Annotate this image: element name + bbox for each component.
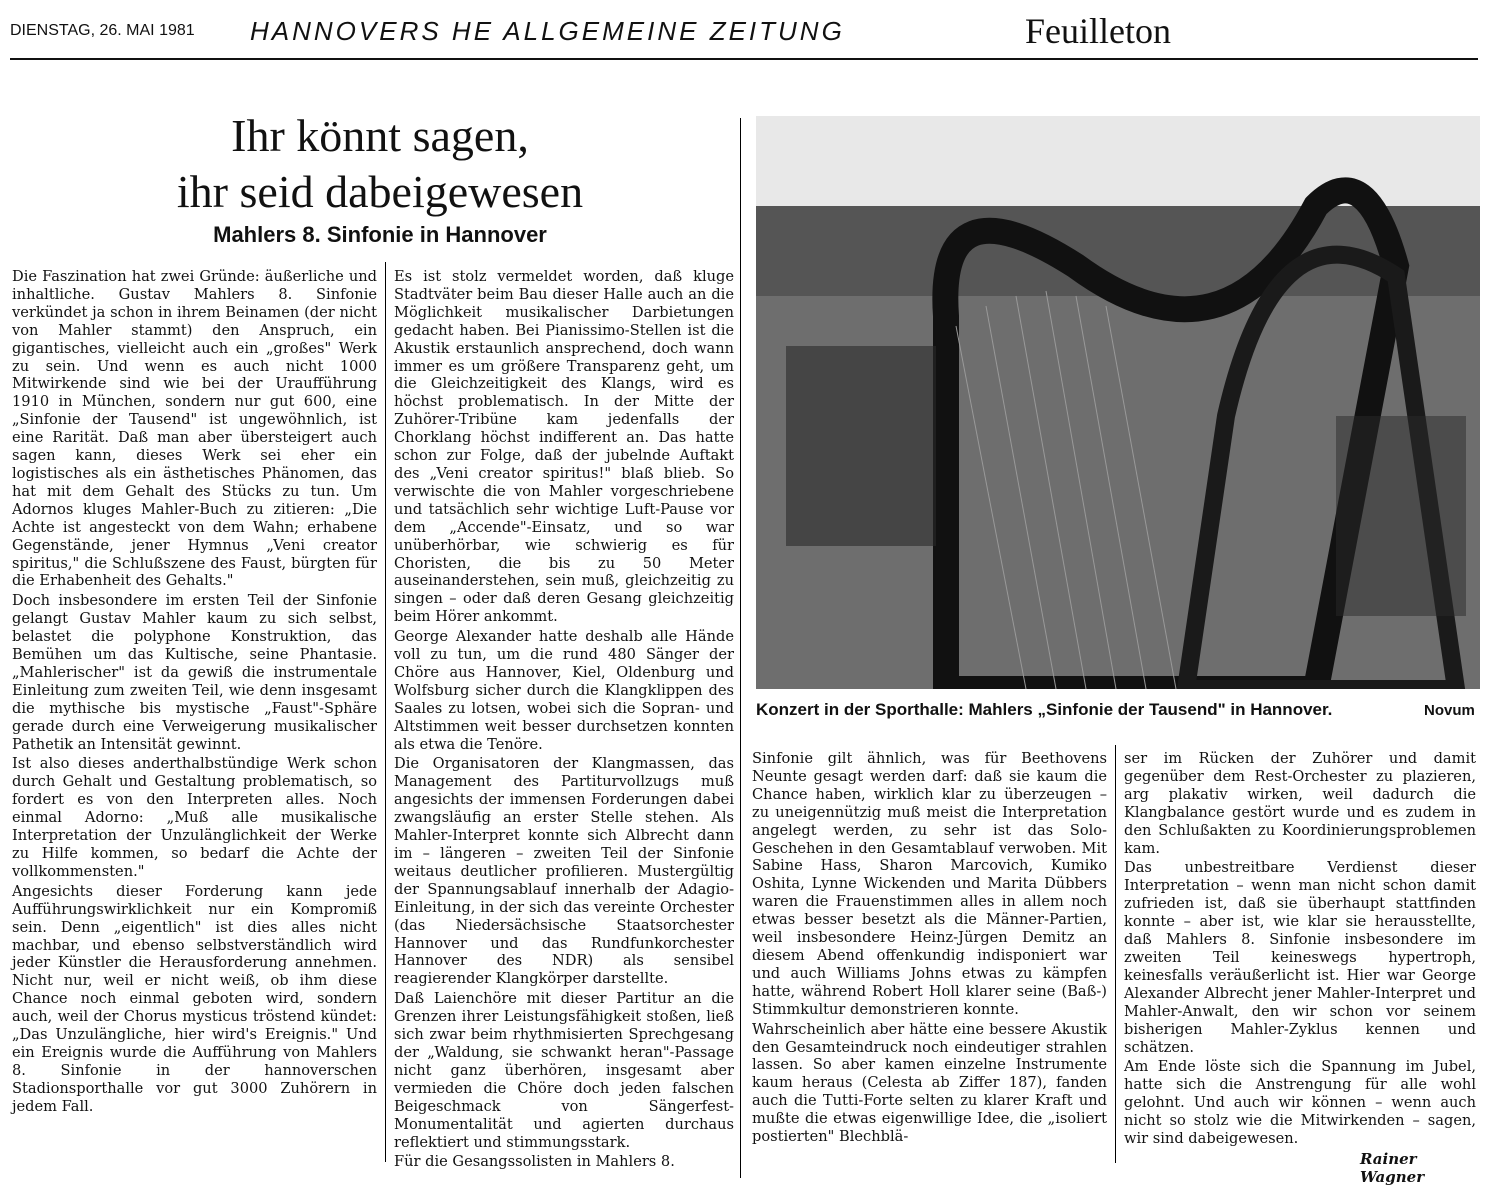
paragraph: Sinfonie gilt ähnlich, was für Beethovens Neunte gesagt werden darf: daß sie kaum die Chance haben, wirklich klar zu überzeugen – zu uneigennützig muß meist die Interpretation angelegt werden, zu sehr ist das Solo-Geschehen in den Gesamtablauf verwoben. Mit Sabine Hass, Sharon Marcovich, Kumiko Oshita, Lynne Wickenden und Marita Dübbers waren die Frauenstimmen alles in allem noch etwas besser besetzt als die Männer-Partien, weil insbesondere Heinz-Jürgen Demitz an diesem Abend offenkundig indisponiert war und auch Williams Johns etwas zu kämpfen hatte, während Robert Holl klarer seine (Baß-) Stimmkultur demonstrieren konnte.	[752, 750, 1107, 1018]
article-column-3	[752, 750, 1107, 1146]
headline-line-1: Ihr könnt sagen,	[231, 110, 529, 161]
article-subheadline: Mahlers 8. Sinfonie in Hannover	[213, 222, 547, 247]
article-headline	[100, 108, 660, 220]
newspaper-name: HANNOVERS HE ALLGEMEINE ZEITUNG	[250, 16, 845, 46]
paragraph: Die Faszination hat zwei Gründe: äußerliche und inhaltliche. Gustav Mahlers 8. Sinfonie verkündet ja schon in ihrem Beinamen (der nicht von Mahler stammt) den Anspruch, ein gigantisches, vielleicht auch ein „großes" Werk zu sein. Und wenn es auch nicht 1000 Mitwirkende sind wie bei der Uraufführung 1910 in München, sondern nur gut 600, eine „Sinfonie der Tausend" ist ungewöhnlich, ist eine Rarität. Daß man aber übersteigert auch sagen kann, dieses Werk sei eher ein logistisches als ein ästhetisches Phänomen, das hat mit dem Gehalt des Stücks zu tun. Um Adornos kluges Mahler-Buch zu zitieren: „Die Achte ist angesteckt von dem Wahn; erhabene Gegenstände, jener Hymnus „Veni creator spiritus," die Schlußszene des Faust, bürgten für die Erhabenheit des Gehalts."	[12, 268, 377, 590]
paragraph: Am Ende löste sich die Spannung im Jubel, hatte sich die Anstrengung für alle wohl gelohnt. Und auch wir können – wenn auch nicht so stolz wie die Mitwirkenden – sagen, wir sind dabeigewesen.	[1124, 1058, 1476, 1148]
paragraph: Es ist stolz vermeldet worden, daß kluge Stadtväter beim Bau dieser Halle auch an die Möglichkeit musikalischer Darbietungen gedacht haben. Bei Pianissimo-Stellen ist die Akustik erstaunlich ansprechend, doch wann immer es um größere Transparenz geht, um die Gleichzeitigkeit des Klangs, wird es höchst problematisch. In der Mitte der Zuhörer-Tribüne kam jedenfalls der Chorklang höchst indifferent an. Das hatte schon zur Folge, daß der jubelnde Auftakt des „Veni creator spiritus!" blaß blieb. So verwischte die von Mahler vorgeschriebene und tatsächlich sehr wichtige Luft-Pause vor dem „Accende"-Einsatz, und so war unüberhörbar, wie schwierig es für Choristen, die bis zu 50 Meter auseinanderstehen, sein muß, gleichzeitig zu singen – oder daß deren Gesang gleichzeitig beim Hörer ankommt.	[394, 268, 734, 626]
paragraph: Doch insbesondere im ersten Teil der Sinfonie gelangt Gustav Mahler kaum zu sich selbst, belastet die polyphone Konstruktion, das Bemühen um das Kultische, seine Phantasie. „Mahlerischer" ist da gewiß die instrumentale Einleitung zum zweiten Teil, wie denn insgesamt die mythische bis mystische „Faust"-Sphäre gerade durch eine Verweigerung musikalischer Pathetik an Intensität gewinnt.	[12, 592, 377, 753]
paragraph: Angesichts dieser Forderung kann jede Aufführungswirklichkeit nur ein Kompromiß sein. Denn „eigentlich" ist dies alles nicht machbar, und ebenso selbstverständlich wird jeder Künstler die Herausforderung annehmen. Nicht nur, weil er nicht weiß, ob ihm diese Chance noch einmal geboten wird, sondern auch, weil der Chorus mysticus tröstend kündet: „Das Unzulängliche, hier wird's Ereignis." Und ein Ereignis wurde die Aufführung von Mahlers 8. Sinfonie in der hannoverschen Stadionsporthalle vor gut 3000 Zuhörern in jedem Fall.	[12, 882, 377, 1115]
paragraph: Das unbestreitbare Verdienst dieser Interpretation – wenn man nicht schon damit zufrieden ist, daß sie überhaupt stattfinden konnte – aber ist, wie klar sie herausstellte, daß Mahlers 8. Sinfonie insbesondere im zweiten Teil keineswegs hypertroph, keinesfalls veräußerlicht ist. Hier war George Alexander Albrecht jener Mahler-Interpret und Mahler-Anwalt, den wir schon vor seinem bisherigen Mahler-Zyklus kennen und schätzen.	[1124, 859, 1476, 1056]
harp-photo-illustration	[756, 116, 1480, 689]
author-signature: Rainer Wagner	[1360, 1150, 1425, 1186]
paragraph: Wahrscheinlich aber hätte eine bessere Akustik den Gesamteindruck noch eindeutiger strahlen lassen. So aber kamen einzelne Instrumente kaum heraus (Celesta ab Ziffer 187), fanden auch die Tutti-Forte selten zu klarer Kraft und mußte die etwas eigenwillige Idee, die „isoliert postierten" Blechblä-	[752, 1020, 1107, 1146]
column-divider-3	[1115, 745, 1116, 1163]
column-divider-main	[740, 118, 741, 1178]
paragraph: Ist also dieses anderthalbstündige Werk schon durch Gehalt und Gestaltung problematisch, so fordert es von den Interpreten alles. Noch einmal Adorno: „Muß alle musikalische Interpretation der Unzulänglichkeit der Werke zu Hilfe kommen, so bedarf die Achte der vollkommensten."	[12, 755, 377, 880]
article-column-2	[394, 268, 734, 1171]
photo-caption: Konzert in der Sporthalle: Mahlers „Sinfonie der Tausend" in Hannover.	[756, 700, 1333, 719]
headline-line-2: ihr seid dabeigewesen	[176, 166, 584, 217]
paragraph: ser im Rücken der Zuhörer und damit gegenüber dem Rest-Orchester zu plazieren, arg plakativ wirken, weil dadurch die Klangbalance gestört wurde und es zudem in den Schlußakten zu Koordinierungsproblemen kam.	[1124, 750, 1476, 857]
section-title: Feuilleton	[1025, 11, 1171, 51]
paragraph: Für die Gesangssolisten in Mahlers 8.	[394, 1153, 675, 1171]
article-column-1	[12, 268, 377, 1116]
paragraph: Daß Laienchöre mit dieser Partitur an die Grenzen ihrer Leistungsfähigkeit stoßen, ließ sich zwar beim rhythmisierten Sprechgesang der „Waldung, sie schwankt heran"-Passage nicht ganz überhören, insgesamt aber vermieden die Chöre doch jeden falschen Beigeschmack von Sängerfest-Monumentalität und agierten durchaus reflektiert und stimmungsstark.	[394, 990, 734, 1151]
article-column-4	[1124, 750, 1476, 1148]
photo-credit: Novum	[1424, 702, 1475, 719]
paragraph: George Alexander hatte deshalb alle Hände voll zu tun, um die rund 480 Sänger der Chöre aus Hannover, Kiel, Oldenburg und Wolfsburg sicher durch die Klangklippen des Saales zu lotsen, wobei sich die Sopran- und Altstimmen weit besser durchsetzen konnten als etwa die Tenöre.	[394, 628, 734, 753]
header-divider	[10, 58, 1478, 60]
column-divider-1	[385, 262, 386, 1162]
issue-date: DIENSTAG, 26. MAI 1981	[10, 22, 195, 39]
harp-concert-photo	[756, 116, 1480, 689]
paragraph: Die Organisatoren der Klangmassen, das Management des Partiturvollzugs muß angesichts der immensen Forderungen dabei zwangsläufig an erster Stelle stehen. Als Mahler-Interpret konnte sich Albrecht dann im – längeren – zweiten Teil der Sinfonie weitaus deutlicher profilieren. Mustergültig der Spannungsablauf innerhalb der Adagio-Einleitung, in der sich das vereinte Orchester (das Niedersächsische Staatsorchester Hannover und das Rundfunkorchester Hannover des NDR) als sensibel reagierender Klangkörper darstellte.	[394, 755, 734, 988]
